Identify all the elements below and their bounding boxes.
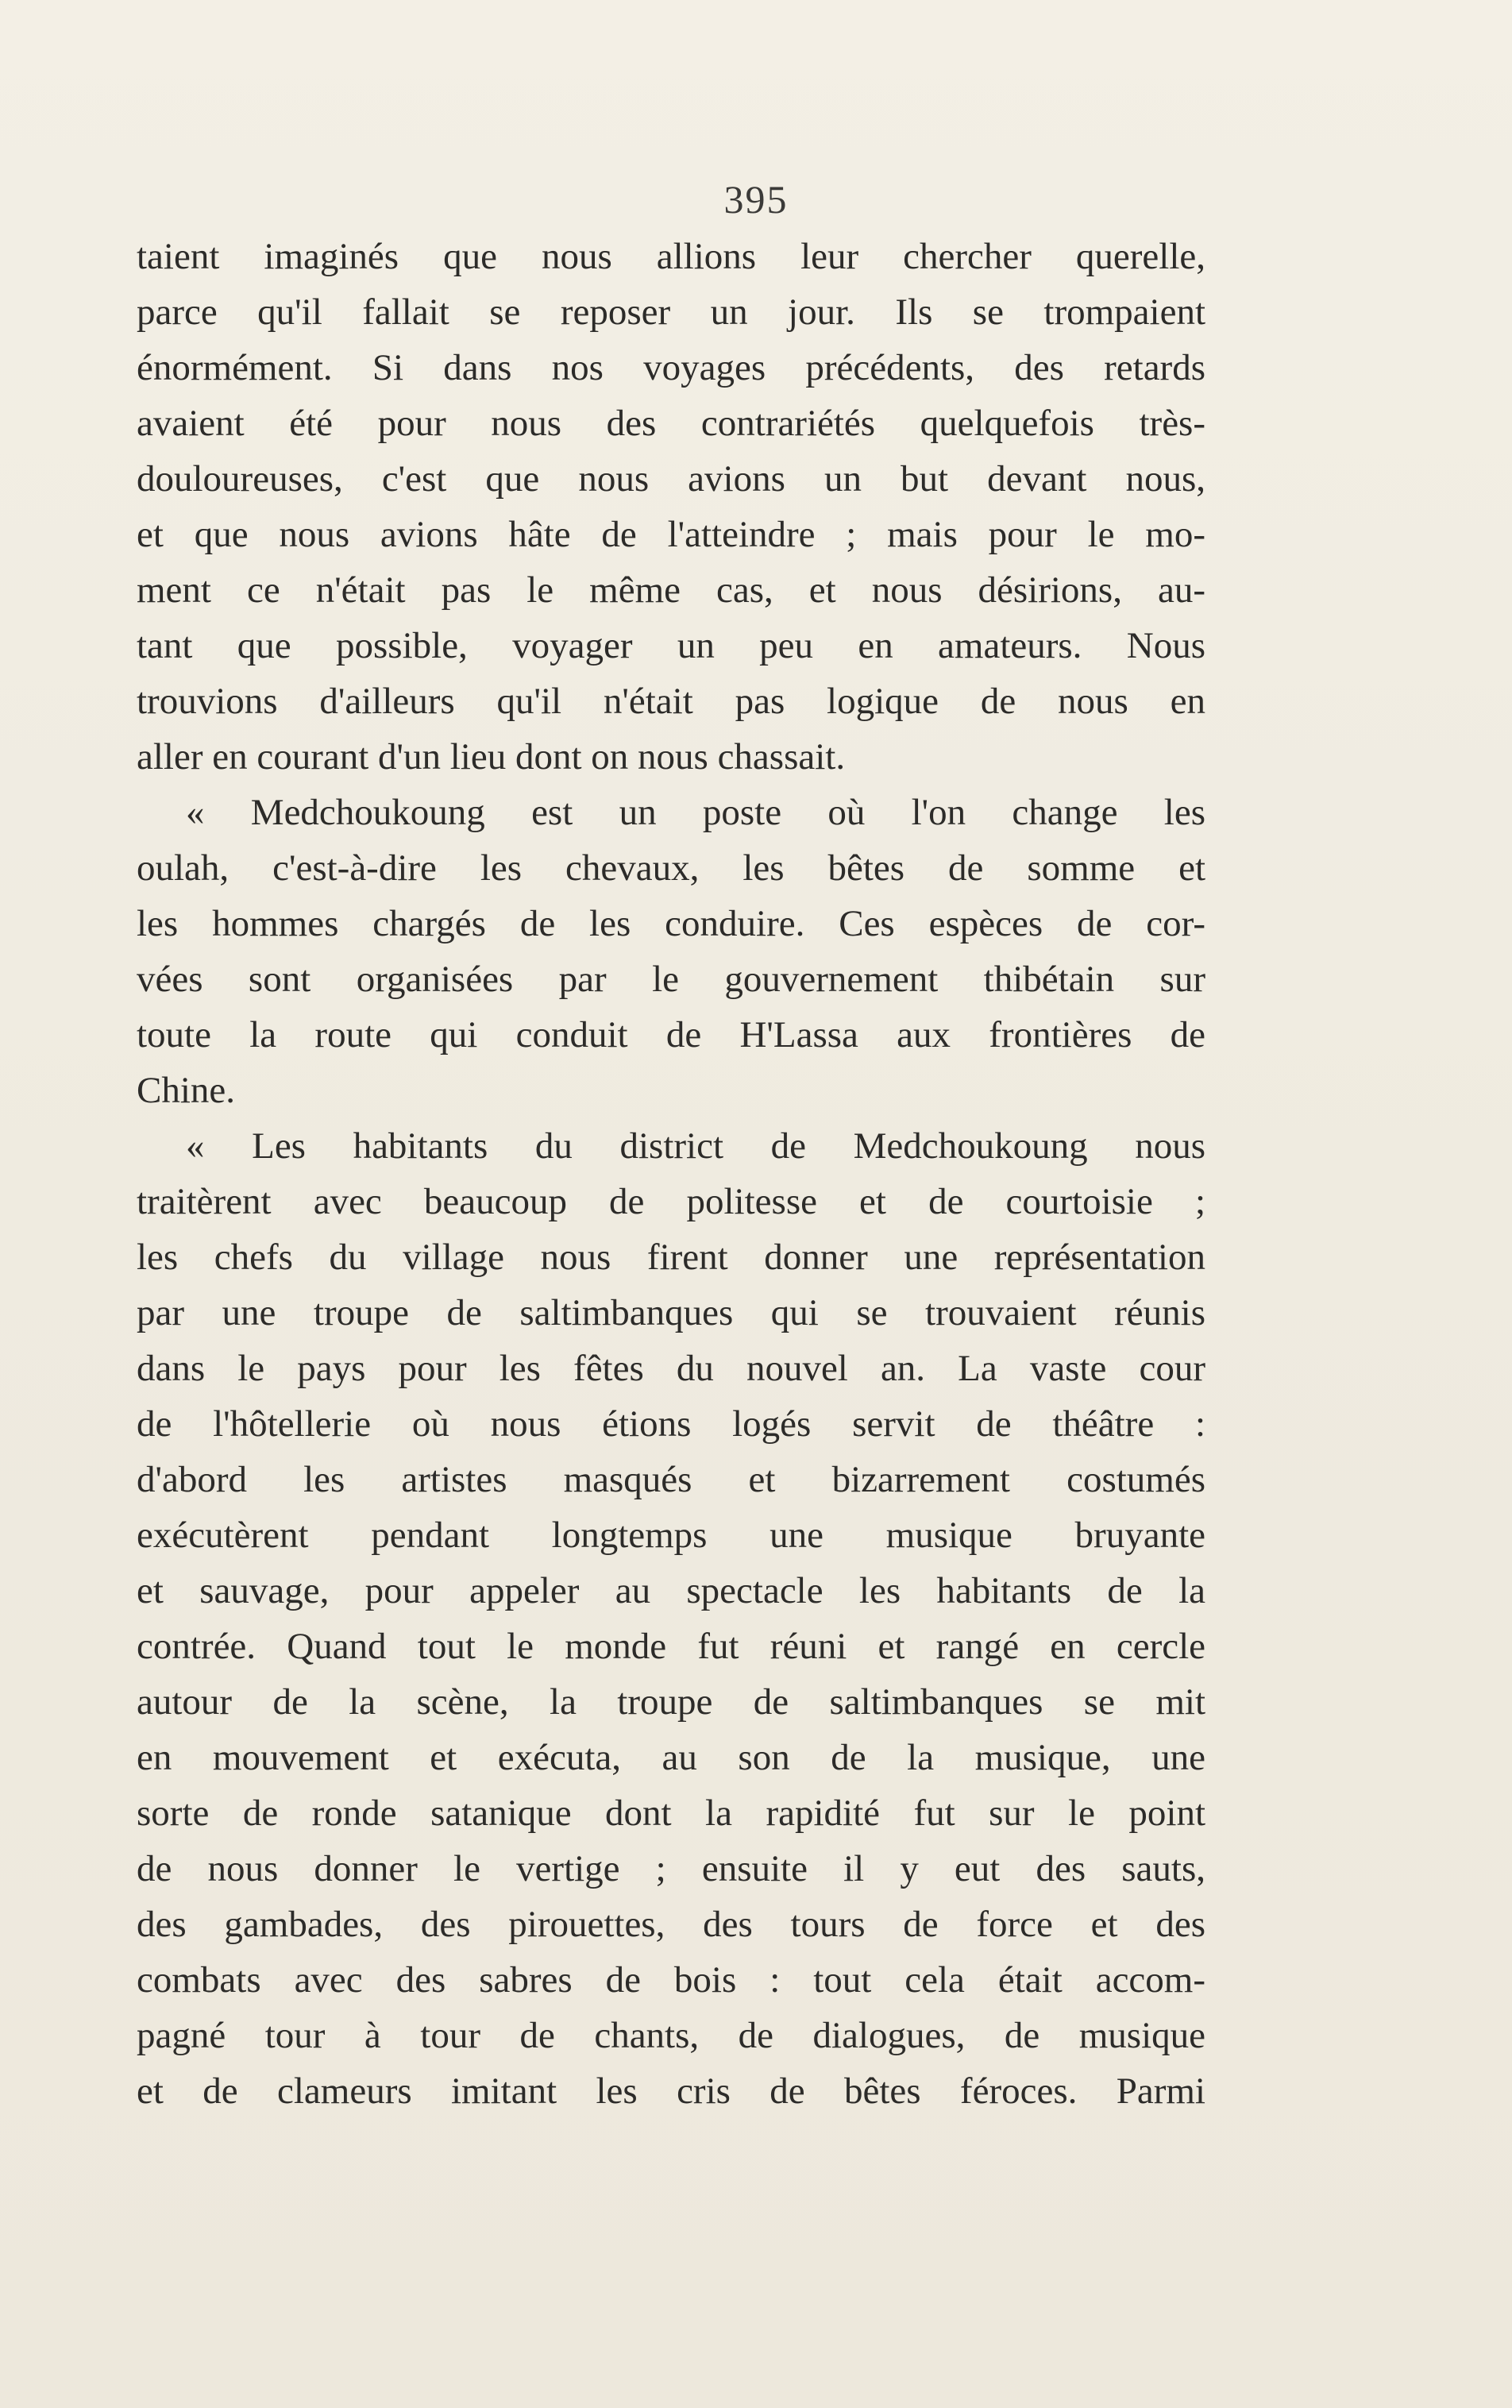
text-line: d'abord les artistes masqués et bizarrement costumés: [137, 1459, 1205, 1500]
text-line: Chine.: [137, 1070, 236, 1111]
text-line: vées sont organisées par le gouvernement thibétain sur: [137, 959, 1205, 1000]
text-line: sorte de ronde satanique dont la rapidité fut sur le point: [137, 1792, 1205, 1834]
text-line: ment ce n'était pas le même cas, et nous désirions, au-: [137, 569, 1205, 611]
text-line: de l'hôtellerie où nous étions logés servit de théâtre :: [137, 1403, 1205, 1445]
text-line: exécutèrent pendant longtemps une musique bruyante: [137, 1515, 1205, 1556]
body-text: [137, 229, 1205, 2119]
text-line: tant que possible, voyager un peu en amateurs. Nous: [137, 625, 1205, 666]
text-line: autour de la scène, la troupe de saltimbanques se mit: [137, 1681, 1205, 1723]
text-line: aller en courant d'un lieu dont on nous chassait.: [137, 736, 846, 778]
text-line: de nous donner le vertige ; ensuite il y eut des sauts,: [137, 1848, 1205, 1889]
text-line: les hommes chargés de les conduire. Ces espèces de cor-: [137, 903, 1205, 944]
text-line: toute la route qui conduit de H'Lassa aux frontières de: [137, 1014, 1205, 1055]
text-line: en mouvement et exécuta, au son de la musique, une: [137, 1737, 1205, 1778]
text-line: les chefs du village nous firent donner une représentation: [137, 1237, 1205, 1278]
text-line: et que nous avions hâte de l'atteindre ; mais pour le mo-: [137, 514, 1205, 555]
text-line: contrée. Quand tout le monde fut réuni et rangé en cercle: [137, 1626, 1205, 1667]
page-number: 395: [723, 177, 789, 222]
text-line: dans le pays pour les fêtes du nouvel an. La vaste cour: [137, 1348, 1205, 1389]
text-line: avaient été pour nous des contrariétés quelquefois très-: [137, 403, 1205, 444]
text-line: et de clameurs imitant les cris de bêtes féroces. Parmi: [137, 2070, 1205, 2112]
text-line: trouvions d'ailleurs qu'il n'était pas logique de nous en: [137, 681, 1205, 722]
text-line: combats avec des sabres de bois : tout cela était accom-: [137, 1959, 1205, 2001]
text-line: « Medchoukoung est un poste où l'on change les: [186, 792, 1205, 833]
text-line: « Les habitants du district de Medchoukoung nous: [186, 1125, 1205, 1167]
text-line: oulah, c'est-à-dire les chevaux, les bêtes de somme et: [137, 847, 1205, 889]
text-line: traitèrent avec beaucoup de politesse et de courtoisie ;: [137, 1181, 1205, 1222]
text-line: des gambades, des pirouettes, des tours de force et des: [137, 1904, 1205, 1945]
text-line: parce qu'il fallait se reposer un jour. Ils se trompaient: [137, 291, 1205, 333]
text-line: pagné tour à tour de chants, de dialogues, de musique: [137, 2015, 1205, 2056]
text-line: douloureuses, c'est que nous avions un but devant nous,: [137, 458, 1205, 500]
text-line: et sauvage, pour appeler au spectacle les habitants de la: [137, 1570, 1205, 1611]
text-line: taient imaginés que nous allions leur chercher querelle,: [137, 236, 1205, 277]
text-line: énormément. Si dans nos voyages précédents, des retards: [137, 347, 1205, 388]
text-line: par une troupe de saltimbanques qui se trouvaient réunis: [137, 1292, 1205, 1333]
